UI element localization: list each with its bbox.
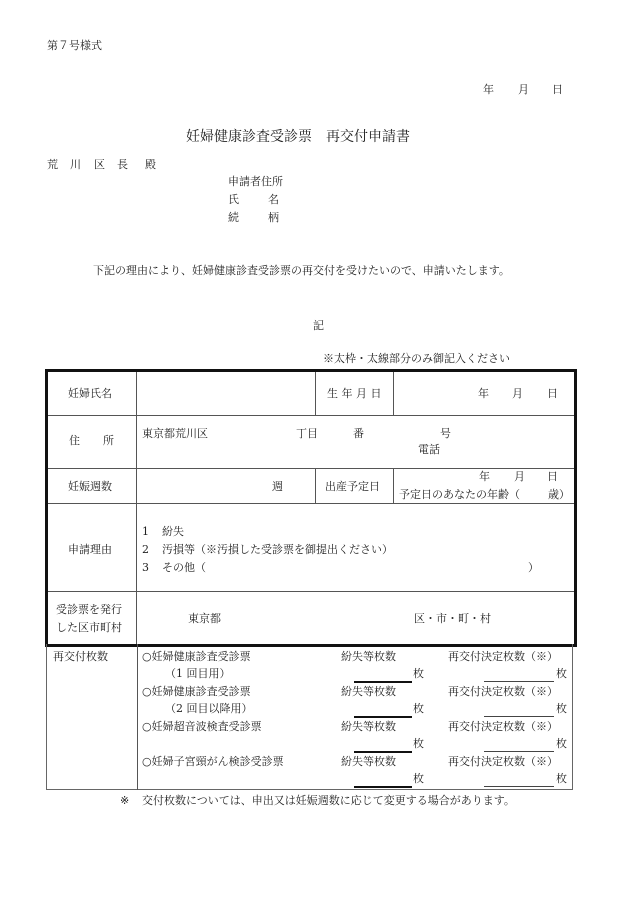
weeks-unit[interactable]: 週 — [272, 480, 283, 493]
application-table — [45, 369, 577, 647]
issuer-suffix[interactable]: 区・市・町・村 — [414, 612, 491, 625]
lost-count-unit: 枚 — [413, 702, 424, 715]
address-go[interactable]: 号 — [440, 427, 451, 440]
label-pregnant-name: 妊婦氏名 — [68, 387, 112, 400]
col-divider — [315, 372, 316, 415]
reissue-item-name: ○妊婦健康診査受診票 — [142, 650, 251, 663]
decided-count-input[interactable] — [484, 668, 554, 682]
reissue-item-name: ○妊婦子宮頸がん検診受診票 — [142, 755, 284, 768]
applicant-relation-label-1: 続 — [228, 211, 239, 224]
lost-count-label: 紛失等枚数 — [341, 720, 396, 733]
applicant-relation-label-2: 柄 — [268, 211, 279, 224]
reissue-item-sub: （1 回目用） — [165, 667, 231, 680]
reissue-item-name: ○妊婦超音波検査受診票 — [142, 720, 262, 733]
col-divider — [137, 644, 138, 790]
lost-count-unit: 枚 — [413, 772, 424, 785]
reissue-table — [46, 644, 573, 790]
due-month[interactable]: 月 — [514, 470, 525, 483]
row-divider — [48, 591, 574, 592]
lost-count-unit: 枚 — [413, 737, 424, 750]
decided-count-label: 再交付決定枚数（※） — [448, 685, 558, 698]
addressee-char: 荒 — [47, 158, 58, 171]
address-prefix: 東京都荒川区 — [142, 427, 208, 440]
reason-option-other[interactable]: その他（ — [162, 561, 206, 574]
lost-count-label: 紛失等枚数 — [341, 685, 396, 698]
issuer-prefix: 東京都 — [188, 612, 221, 625]
page-title: 妊婦健康診査受診票 再交付申請書 — [186, 129, 410, 145]
lost-count-input[interactable] — [354, 773, 412, 788]
reissue-item-name: ○妊婦健康診査受診票 — [142, 685, 251, 698]
applicant-address-label: 申請者住所 — [228, 175, 283, 188]
reason-option-lost[interactable]: 紛失 — [162, 525, 184, 538]
lost-count-input[interactable] — [354, 703, 412, 718]
label-address-2: 所 — [103, 434, 114, 447]
footnote-text: 交付枚数については、申出又は妊娠週数に応じて変更する場合があります。 — [142, 794, 515, 807]
birthdate-year[interactable]: 年 — [478, 387, 489, 400]
due-age-text: 予定日のあなたの年齢（ — [399, 488, 520, 501]
decided-count-input[interactable] — [484, 703, 554, 717]
decided-count-unit: 枚 — [556, 772, 567, 785]
col-divider — [393, 468, 394, 503]
lost-count-label: 紛失等枚数 — [341, 755, 396, 768]
label-due-date: 出産予定日 — [325, 480, 380, 493]
row-divider — [48, 468, 574, 469]
row-divider — [48, 503, 574, 504]
reason-num: 1 — [142, 525, 149, 538]
label-address-1: 住 — [69, 434, 80, 447]
footnote-mark: ※ — [120, 794, 130, 807]
addressee-char: 長 — [117, 158, 128, 171]
col-divider — [315, 468, 316, 503]
due-day[interactable]: 日 — [547, 470, 558, 483]
applicant-name-label-2: 名 — [268, 193, 279, 206]
decided-count-label: 再交付決定枚数（※） — [448, 755, 558, 768]
col-divider — [393, 372, 394, 415]
birthdate-month[interactable]: 月 — [512, 387, 523, 400]
decided-count-label: 再交付決定枚数（※） — [448, 650, 558, 663]
ki-heading: 記 — [313, 319, 324, 332]
label-issuer-1: 受診票を発行 — [56, 603, 122, 616]
birthdate-day[interactable]: 日 — [547, 387, 558, 400]
label-reason: 申請理由 — [68, 543, 112, 556]
addressee-char: 区 — [94, 158, 105, 171]
label-weeks: 妊娠週数 — [68, 480, 112, 493]
lost-count-input[interactable] — [354, 668, 412, 683]
reason-other-close: ） — [528, 561, 539, 574]
label-birthdate: 生 年 月 日 — [327, 387, 382, 400]
date-year: 年 — [483, 83, 494, 96]
decided-count-input[interactable] — [484, 738, 554, 752]
address-ban[interactable]: 番 — [353, 427, 364, 440]
lost-count-label: 紛失等枚数 — [341, 650, 396, 663]
applicant-name-label-1: 氏 — [228, 193, 239, 206]
lost-count-input[interactable] — [354, 738, 412, 753]
addressee-char: 殿 — [145, 158, 156, 171]
decided-count-label: 再交付決定枚数（※） — [448, 720, 558, 733]
form-number: 第７号様式 — [47, 39, 102, 52]
reason-num: 3 — [142, 561, 149, 574]
decided-count-unit: 枚 — [556, 667, 567, 680]
pregnant-name-field[interactable] — [154, 388, 304, 402]
intro-text: 下記の理由により、妊婦健康診査受診票の再交付を受けたいので、申請いたします。 — [93, 264, 510, 277]
label-reissue-count: 再交付枚数 — [53, 650, 108, 663]
decided-count-unit: 枚 — [556, 737, 567, 750]
date-day: 日 — [552, 83, 563, 96]
reason-option-damaged[interactable]: 汚損等（※汚損した受診票を御提出ください） — [162, 543, 393, 556]
note-top: ※太枠・太線部分のみ御記入ください — [323, 352, 510, 365]
label-issuer-2: した区市町村 — [56, 621, 122, 634]
due-year[interactable]: 年 — [479, 470, 490, 483]
due-age-unit[interactable]: 歳） — [548, 488, 570, 501]
addressee-char: 川 — [70, 158, 81, 171]
lost-count-unit: 枚 — [413, 667, 424, 680]
row-divider — [48, 415, 574, 416]
col-divider — [136, 372, 137, 644]
decided-count-unit: 枚 — [556, 702, 567, 715]
date-month: 月 — [518, 83, 529, 96]
phone-label[interactable]: 電話 — [418, 443, 440, 456]
reason-num: 2 — [142, 543, 149, 556]
address-chome[interactable]: 丁目 — [296, 427, 318, 440]
reissue-item-sub: （2 回目以降用） — [165, 702, 253, 715]
decided-count-input[interactable] — [484, 773, 554, 787]
